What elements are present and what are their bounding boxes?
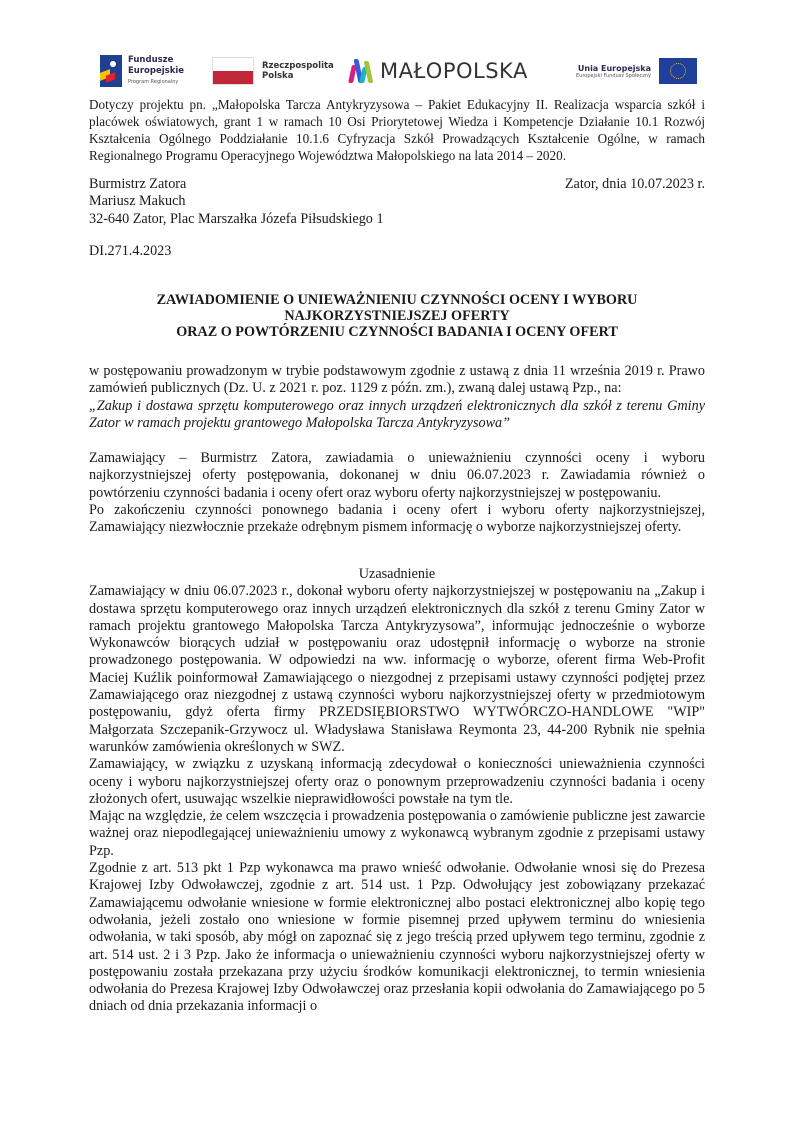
procurement-subject: „Zakup i dostawa sprzętu komputerowego oraz innych urządzeń elektronicznych dla szkół z terenu Gminy Zator w ramach projektu grantowego Małopolska Tarcza Antykryzysowa”: [89, 397, 705, 431]
notice-paragraph-2: Po zakończeniu czynności ponownego badania i oceny ofert i wyboru oferty najkorzystniejszej, Zamawiający niezwłocznie przekaże odrębnym pismem informację o wyborze najkorzystniejszej oferty.: [89, 501, 705, 536]
fundusze-europejskie-mark-icon: [100, 55, 122, 87]
title-line3: ORAZ O POWTÓRZENIU CZYNNOŚCI BADANIA I OCENY OFERT: [176, 324, 618, 340]
pl-line2: Polska: [262, 71, 294, 81]
pl-line1: Rzeczpospolita: [262, 61, 334, 71]
project-note: Dotyczy projektu pn. „Małopolska Tarcza Antykryzysowa – Pakiet Edukacyjny II. Realizacja wsparcia szkół i placówek oświatowych, grant 1 w ramach 10 Osi Priorytetowej Wiedza i Kompetencje Działanie 10.1 Rozwój Kształcenia Ogólnego Poddziałanie 10.1.6 Cyfryzacja Szkół Prowadzących Kształcenie Ogólne, w ramach Regionalnego Programu Operacyjnego Województwa Małopolskiego na lata 2014 – 2020.: [89, 97, 705, 163]
header-logos: [100, 52, 700, 90]
intro-text: w postępowaniu prowadzonym w trybie podstawowym zgodnie z ustawą z dnia 11 września 2019 r. Prawo zamówień publicznych (Dz. U. z 2021 r. poz. 1129 z późn. zm.), zwaną dalej ustawą Pzp., na:: [89, 363, 705, 397]
fe-line1: Fundusze: [128, 54, 174, 65]
justification-heading: Uzasadnienie: [358, 566, 436, 582]
justification-section: [89, 566, 705, 1016]
polish-flag-icon: [212, 57, 254, 85]
ue-line2: Europejski Fundusz Społeczny: [576, 72, 651, 79]
fe-line2: Europejskie: [128, 65, 185, 76]
logo-rzeczpospolita-polska: [212, 52, 334, 90]
sender-address: 32-640 Zator, Plac Marszałka Józefa Piłsudskiego 1: [89, 210, 384, 227]
intro-section: [89, 363, 705, 432]
eu-flag-icon: [659, 58, 697, 84]
justification-paragraph-4: Zgodnie z art. 513 pkt 1 Pzp wykonawca ma prawo wnieść odwołanie. Odwołanie wnosi się do Prezesa Krajowej Izby Odwoławczej, zgodnie z art. 514 ust. 1 Pzp. Odwołujący jest zobowiązany przekazać Zamawiającemu odwołanie wniesione w formie elektronicznej albo postaci elektronicznej albo kopię tego odwołania, jeżeli zostało ono wniesione w formie pisemnej przed upływem terminu do wniesienia odwołania, w taki sposób, aby mógł on zapoznać się z jego treścią przed upływem tego terminu, zgodnie z art. 514 ust. 2 i 3 Pzp. Jako że informacja o unieważnieniu czynności wyboru najkorzystniejszej oferty w postępowaniu została przekazana przy użyciu środków komunikacji elektronicznej, to termin wniesienia odwołania do Prezesa Krajowej Izby Odwoławczej oraz przesłania kopii odwołania do Zamawiającego po 5 dniach od dnia przekazania informacji o: [89, 860, 705, 1015]
justification-paragraph-2: Zamawiający, w związku z uzyskaną informacją zdecydował o konieczności unieważnienia czynności oceny i wyboru najkorzystniejszej oferty oraz o ponownym przeprowadzeniu czynności badania i oceny złożonych ofert, usuwając wszelkie nieprawidłowości powstałe na tym tle.: [89, 756, 705, 807]
justification-paragraph-1: Zamawiający w dniu 06.07.2023 r., dokonał wyboru oferty najkorzystniejszej w postępowaniu na „Zakup i dostawa sprzętu komputerowego oraz innych urządzeń elektronicznych dla szkół z terenu Gminy Zator w ramach projektu grantowego Małopolska Tarcza Antykryzysowa”, informując jednocześnie o wyborze Wykonawców biorących udział w postępowaniu oraz udostępnił informację o wyborze na stronie prowadzonego postępowania. W odpowiedzi na ww. informację o wyborze, oferent firma Web-Profit Maciej Kuźlik poinformował Zamawiającego o niezgodnej z przepisami ustawy czynności podjętej przez Zamawiającego oraz niezgodnej z ustawą czynności wyboru najkorzystniejszej oferty w przedmiotowym postępowaniu, gdyż oferta firmy PRZEDSIĘBIORSTWO WYTWÓRCZO-HANDLOWE "WIP" Małgorzata Szczepanik-Grzywocz ul. Władysława Stanisława Reymonta 23, 44-200 Rybnik nie spełnia warunków zamówienia określonych w SWZ.: [89, 583, 705, 755]
fe-line3: Program Regionalny: [128, 78, 179, 85]
sender-title: Burmistrz Zatora: [89, 176, 187, 192]
sender-name: Mariusz Makuch: [89, 193, 186, 210]
place-date: Zator, dnia 10.07.2023 r.: [564, 176, 705, 192]
ue-line1: Unia Europejska: [577, 63, 651, 73]
malopolska-mark-icon: [350, 59, 372, 83]
notice-section: [89, 450, 705, 536]
reference-number: DI.271.4.2023: [89, 243, 172, 259]
logo-unia-europejska: [576, 52, 697, 90]
title-line1: ZAWIADOMIENIE O UNIEWAŻNIENIU CZYNNOŚCI OCENY I WYBORU: [156, 292, 638, 308]
justification-paragraph-3: Mając na względzie, że celem wszczęcia i prowadzenia postępowania o zamówienie publiczne jest zawarcie ważnej oraz niepodlegającej unieważnieniu umowy z wykonawcą wybranym zgodnie z przepisami ustawy Pzp.: [89, 808, 705, 859]
document-title: [89, 292, 705, 340]
title-line2: NAJKORZYSTNIEJSZEJ OFERTY: [284, 308, 510, 324]
malopolska-wordmark: MAŁOPOLSKA: [380, 59, 528, 83]
notice-paragraph-1: Zamawiający – Burmistrz Zatora, zawiadamia o unieważnieniu czynności oceny i wyboru najkorzystniejszej oferty postępowania, dokonanej w dniu 06.07.2023 r. Zawiadamia również o powtórzeniu czynności badania i oceny ofert oraz wyboru oferty najkorzystniejszej w postępowaniu.: [89, 450, 705, 501]
logo-fundusze-europejskie: [100, 52, 184, 90]
logo-malopolska: [350, 52, 528, 90]
